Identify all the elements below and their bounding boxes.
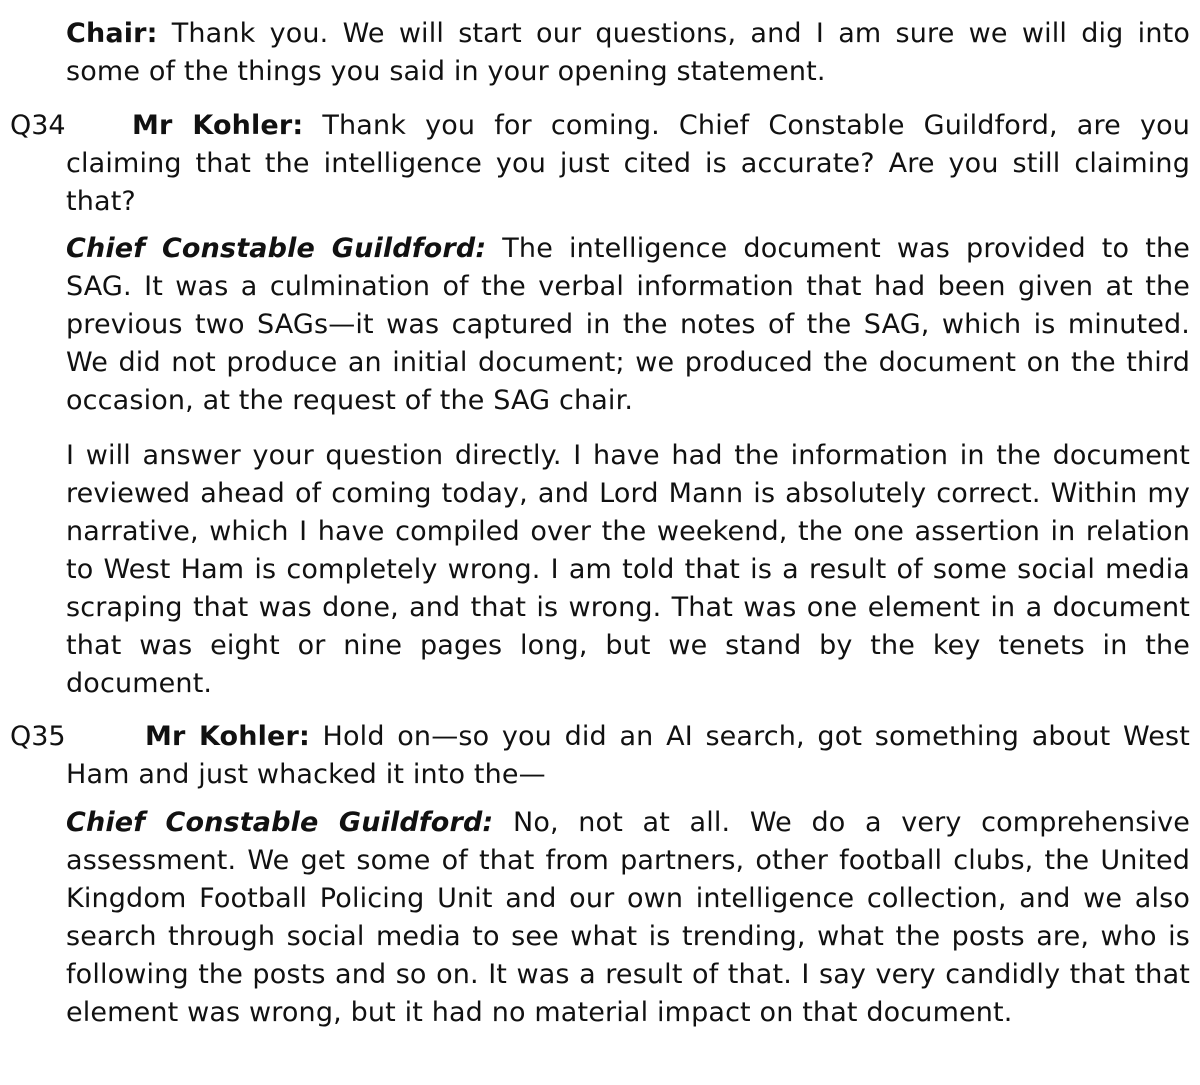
speaker-chair: Chair:: [66, 18, 158, 49]
question-number-q35: Q35: [10, 721, 66, 752]
q35-question-text: Hold on—so you did an AI search, got something about West Ham and just whacked it into the—: [66, 721, 1191, 790]
question-number-q34: Q34: [10, 110, 66, 141]
chair-paragraph: [66, 15, 1190, 91]
q35-question-paragraph: [66, 718, 1190, 794]
speaker-chief-constable-guildford: Chief Constable Guildford:: [66, 233, 487, 264]
q34-answer-text: The intelligence document was provided to the SAG. It was a culmination of the verbal information that had been given at the previous two SAGs—it was captured in the notes of the SAG, which is minuted. We did not produce an initial document; we produced the document on the third occasion, at the request of the SAG chair.: [66, 233, 1190, 416]
speaker-mr-kohler-q35: Mr Kohler:: [145, 721, 310, 752]
q34-question-paragraph: [66, 107, 1190, 221]
chair-statement: Thank you. We will start our questions, and I am sure we will dig into some of the things you said in your opening statement.: [66, 18, 1190, 87]
q34-answer-paragraph: [66, 230, 1190, 420]
q34-question-text: Thank you for coming. Chief Constable Guildford, are you claiming that the intelligence you just cited is accurate? Are you still claiming that?: [66, 110, 1191, 217]
q35-answer-paragraph: [66, 804, 1190, 1032]
q34-answer-continuation: [66, 437, 1190, 703]
speaker-chief-constable-guildford-q35: Chief Constable Guildford:: [66, 807, 494, 838]
q34-answer-continuation-text: I will answer your question directly. I have had the information in the document reviewed ahead of coming today, and Lord Mann is absolutely correct. Within my narrative, which I have compiled over the weekend, the one assertion in relation to West Ham is completely wrong. I am told that is a result of some social media scraping that was done, and that is wrong. That was one element in a document that was eight or nine pages long, but we stand by the key tenets in the document.: [66, 440, 1190, 699]
speaker-mr-kohler: Mr Kohler:: [132, 110, 304, 141]
q35-answer-text: No, not at all. We do a very comprehensive assessment. We get some of that from partners, other football clubs, the United Kingdom Football Policing Unit and our own intelligence collection, and we also search through social media to see what is trending, what the posts are, who is following the posts and so on. It was a result of that. I say very candidly that that element was wrong, but it had no material impact on that document.: [66, 807, 1190, 1028]
